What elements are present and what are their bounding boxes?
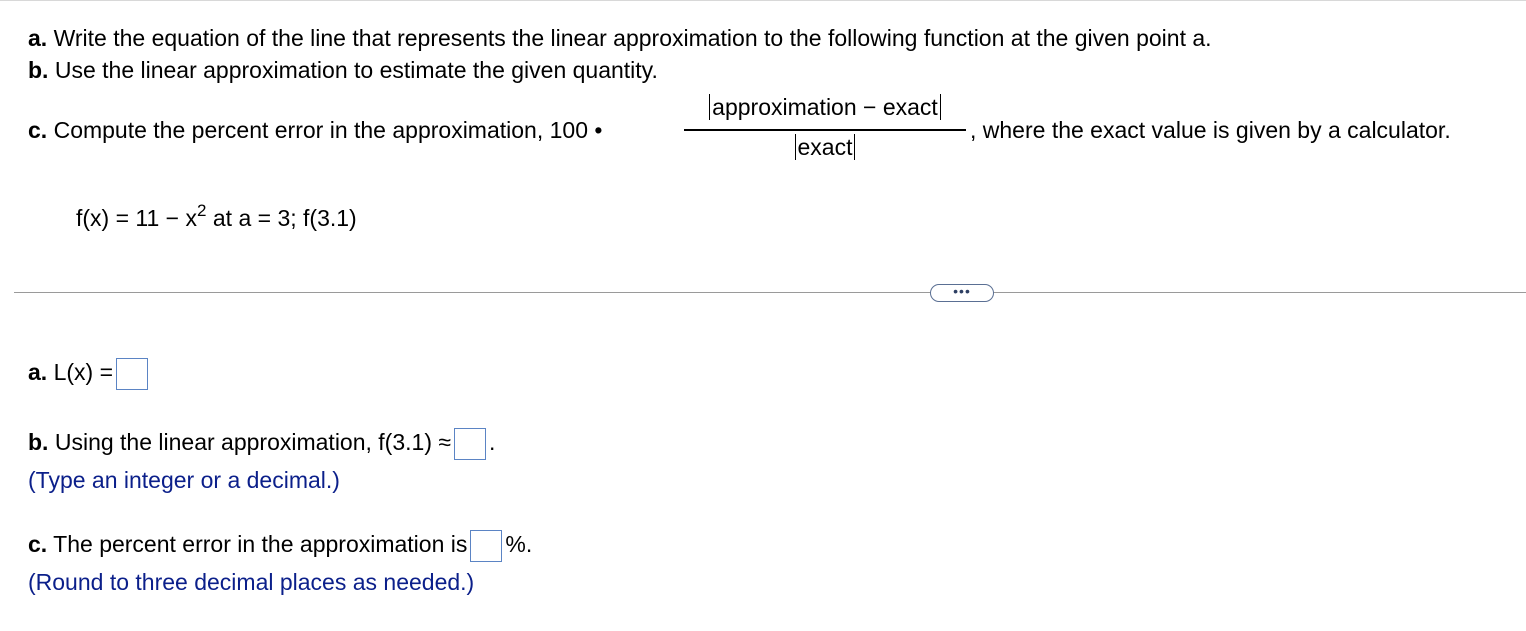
answer-b-label: b. [28,429,49,456]
answer-b-hint: (Type an integer or a decimal.) [28,467,340,493]
answer-c-hint: (Round to three decimal places as needed.) [28,569,475,595]
instruction-c-label: c. [28,117,48,143]
section-divider [14,292,1526,293]
fraction-numerator [684,94,966,121]
answer-a-input[interactable] [116,358,148,390]
instruction-b-label: b. [28,57,49,83]
top-border [0,0,1526,1]
problem-statement [76,201,357,232]
answer-c-text: The percent error in the approximation is [53,531,468,558]
instruction-b [28,57,658,84]
instruction-a-text: Write the equation of the line that represents the linear approximation to the following function at the given point a. [53,25,1212,51]
fraction-bar [684,129,966,131]
instruction-c-text: Compute the percent error in the approximation, 100 • [53,117,603,143]
fraction-denominator [684,134,966,161]
denominator-abs: exact [795,134,856,160]
answer-b-input[interactable] [454,428,486,460]
instruction-b-text: Use the linear approximation to estimate the given quantity. [54,57,658,83]
answer-a [28,358,151,390]
answer-c-label: c. [28,531,48,558]
answer-b [28,428,495,460]
instruction-c [28,117,602,144]
more-options-button[interactable]: ••• [930,284,994,302]
numerator-abs: approximation − exact [709,94,941,120]
percent-error-fraction [684,94,966,170]
answer-a-label: a. [28,359,48,386]
answer-b-after: . [489,429,496,456]
instruction-c-suffix: , where the exact value is given by a calculator. [970,117,1451,143]
answer-a-text: L(x) = [53,359,114,386]
function-exponent: 2 [197,201,207,220]
function-suffix: at a = 3; f(3.1) [206,205,357,231]
answer-c [28,530,532,562]
answer-b-text: Using the linear approximation, f(3.1) ≈ [54,429,451,456]
function-prefix: f(x) = 11 − x [76,205,198,231]
instruction-a-label: a. [28,25,48,51]
instruction-a [28,25,1212,52]
answer-c-after: %. [505,531,533,558]
answer-c-input[interactable] [470,530,502,562]
